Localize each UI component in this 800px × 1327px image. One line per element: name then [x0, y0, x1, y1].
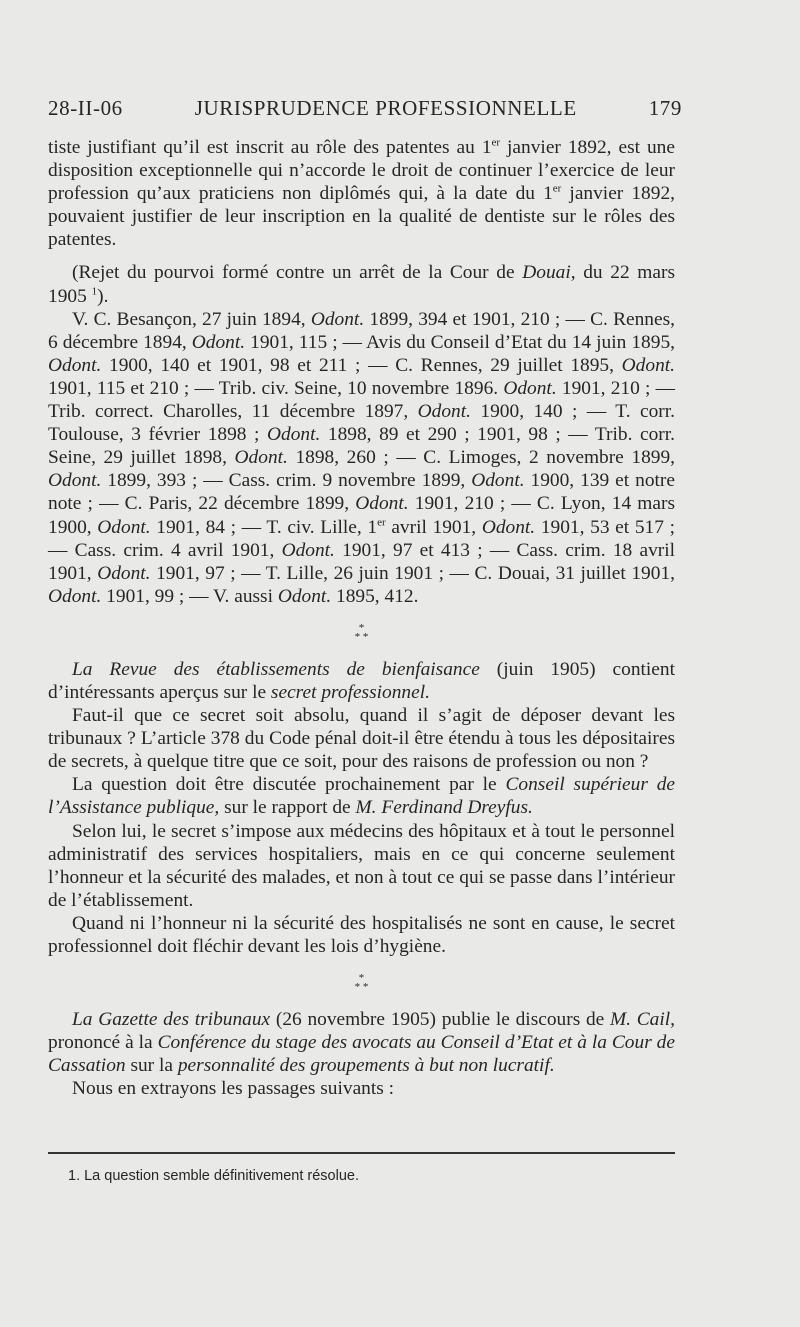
- paragraph: [48, 136, 675, 251]
- italic-text: La Gazette des tribunaux: [72, 1009, 271, 1031]
- text-run: Quand ni l’honneur ni la sécurité des hospitalisés ne sont en cause, le secret professionnel doit fléchir devant les lois d’hygiène.: [48, 912, 675, 957]
- italic-text: Odont.: [281, 539, 335, 561]
- issue-date: 28-II-06: [48, 96, 123, 120]
- text-run: 1898, 89 et 290 ; 1901, 98 ; — Trib. corr. Seine, 29 juillet 1898,: [48, 424, 675, 469]
- paragraph: [48, 658, 675, 704]
- text-run: 1901, 210 ; — Trib. correct. Charolles, 11 décembre 1897,: [48, 377, 676, 423]
- text-run: 1900, 140 ; — T. corr. Toulouse, 3 février 1898 ;: [48, 401, 675, 446]
- italic-text: La Revue des établissements de bienfaisance: [72, 658, 480, 680]
- text-run: (Rejet du pourvoi formé contre un arrêt de la Cour de: [72, 262, 523, 284]
- text-run: avril 1901,: [385, 516, 482, 538]
- running-header: [48, 96, 682, 121]
- italic-text: Odont.: [234, 447, 288, 469]
- text-run: janvier 1892, est une disposition exceptionnelle qui n’accorde le droit de continuer l’exercice de leur profession qu’aux praticiens non diplômés qui, à la date du 1: [48, 137, 675, 205]
- section-title: JURISPRUDENCE PROFESSIONNELLE: [194, 96, 577, 120]
- footnote: 1. La question semble définitivement résolue.: [68, 1168, 359, 1184]
- paragraph: [48, 1077, 675, 1100]
- italic-text: Odont.: [48, 470, 102, 492]
- italic-text: Conseil supérieur de l’Assistance publique,: [48, 774, 675, 819]
- italic-text: Odont.: [97, 562, 151, 584]
- text-run: 1899, 393 ; — Cass. crim. 9 novembre 1899,: [101, 470, 472, 492]
- italic-text: Odont.: [277, 585, 332, 607]
- text-run: (juin 1905) contient d’intéressants aperçus sur le: [48, 658, 675, 703]
- page-number: 179: [648, 96, 682, 120]
- text-run: V. C. Besançon, 27 juin 1894,: [72, 308, 311, 330]
- italic-text: Odont.: [267, 424, 321, 446]
- italic-text: Conférence du stage des avocats au Conseil d’Etat et à la Cour de Cassation: [48, 1032, 675, 1077]
- italic-text: secret professionnel.: [270, 681, 430, 703]
- text-run: Nous en extrayons les passages suivants :: [72, 1078, 395, 1100]
- italic-text: Odont.: [503, 377, 557, 399]
- italic-text: Odont.: [97, 516, 151, 538]
- text-run: sur la: [125, 1055, 178, 1077]
- italic-text: Odont.: [48, 585, 102, 607]
- asterism-bottom: * *: [354, 981, 369, 994]
- paragraph: [48, 704, 675, 773]
- italic-text: M. Cail,: [610, 1009, 675, 1031]
- paragraph-gap: [48, 251, 675, 261]
- italic-text: Odont.: [355, 493, 409, 515]
- text-run: 1895, 412.: [331, 585, 419, 607]
- text-run: Selon lui, le secret s’impose aux médecins des hôpitaux et à tout le personnel administratif des services hospitaliers, mais en ce qui concerne seulement l’honneur et la sécurité des malades, et non à tout ce qui se passe dans l’intérieur de l’établissement.: [48, 820, 675, 911]
- italic-text: Odont.: [48, 354, 102, 376]
- section-separator: [48, 958, 675, 1008]
- asterism-top: *: [358, 621, 365, 634]
- asterism-top: *: [358, 972, 365, 985]
- paragraph: [48, 912, 675, 958]
- text-run: sur le rapport de: [219, 797, 356, 819]
- text-run: (26 novembre 1905) publie le discours de: [270, 1009, 611, 1031]
- text-run: 1901, 99 ; — V. aussi: [101, 585, 278, 607]
- italic-text: Odont.: [191, 331, 246, 353]
- section-separator: [48, 608, 675, 658]
- paragraph: [48, 773, 675, 819]
- paragraph: [48, 261, 675, 307]
- text-run: 1901, 97 et 413 ; — Cass. crim. 18 avril 1901,: [48, 539, 676, 584]
- asterism-bottom: * *: [354, 630, 369, 643]
- italic-text: Odont.: [621, 354, 675, 376]
- text-run: ).: [97, 285, 109, 307]
- paragraph: [48, 308, 675, 608]
- superscript: 1: [91, 285, 98, 298]
- text-run: , du 22 mars 1905: [48, 262, 675, 307]
- text-run: Faut-il que ce secret soit absolu, quand il s’agit de déposer devant les tribunaux ? L’article 378 du Code pénal doit-il être étendu à tous les dépositaires de secrets, à quelque titre que ce soit, pour des raisons de profession ou non ?: [48, 705, 675, 773]
- italic-text: M. Ferdinand Dreyfus.: [355, 797, 533, 819]
- paragraph: [48, 1008, 675, 1077]
- paragraph: [48, 820, 675, 912]
- text-run: tiste justifiant qu’il est inscrit au rôle des patentes au 1: [48, 137, 492, 158]
- italic-text: Odont.: [481, 516, 536, 538]
- body-text: [48, 136, 675, 1100]
- text-run: 1901, 53 et 517 ; — Cass. crim. 4 avril 1901,: [48, 516, 675, 561]
- text-run: 1900, 139 et notre note ; — C. Paris, 22 décembre 1899,: [48, 470, 675, 515]
- text-run: 1901, 115 et 210 ; — Trib. civ. Seine, 10 novembre 1896.: [48, 377, 504, 399]
- superscript: er: [377, 516, 386, 529]
- text-run: La question doit être discutée prochainement par le: [72, 774, 506, 796]
- text-run: 1901, 97 ; — T. Lille, 26 juin 1901 ; — C. Douai, 31 juillet 1901,: [150, 562, 675, 584]
- text-run: 1901, 115 ; — Avis du Conseil d’Etat du 14 juin 1895,: [245, 331, 675, 353]
- text-run: 1899, 394 et 1901, 210 ; — C. Rennes, 6 décembre 1894,: [48, 308, 676, 353]
- italic-text: Odont.: [471, 470, 525, 492]
- italic-text: Douai: [522, 262, 571, 284]
- italic-text: Odont.: [310, 308, 365, 330]
- text-run: 1898, 260 ; — C. Limoges, 2 novembre 1899,: [287, 447, 676, 469]
- superscript: er: [491, 136, 501, 149]
- text-run: 1901, 210 ; — C. Lyon, 14 mars 1900,: [48, 493, 675, 538]
- italic-text: Odont.: [417, 401, 471, 423]
- superscript: er: [552, 182, 562, 195]
- text-run: janvier 1892, pouvaient justifier de leur inscription en la qualité de dentiste sur le rôles des patentes.: [48, 183, 675, 251]
- italic-text: personnalité des groupements à but non lucratif.: [177, 1055, 555, 1077]
- text-run: 1901, 84 ; — T. civ. Lille, 1: [150, 516, 378, 538]
- footnote-rule: [48, 1152, 675, 1154]
- text-run: 1900, 140 et 1901, 98 et 211 ; — C. Rennes, 29 juillet 1895,: [101, 354, 622, 376]
- text-run: prononcé à la: [48, 1032, 158, 1054]
